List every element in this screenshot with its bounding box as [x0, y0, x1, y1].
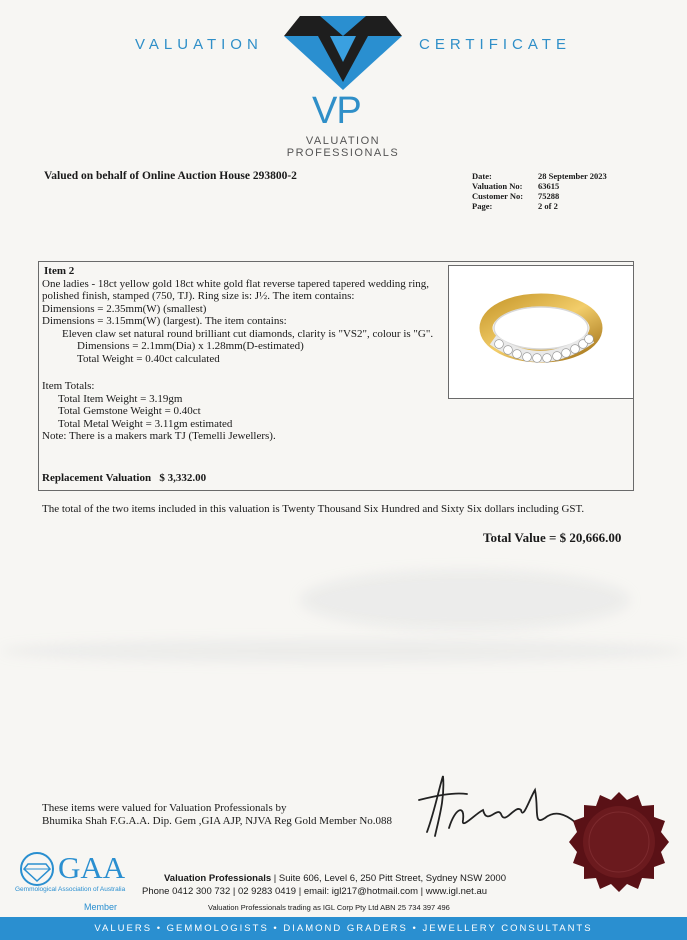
- item-totals-heading: Item Totals:: [42, 380, 95, 392]
- meta-label: Customer No:: [472, 191, 524, 201]
- diamond-logo-icon: [282, 14, 404, 92]
- logo-subtitle-2: PROFESSIONALS: [286, 147, 400, 159]
- makers-mark-note: Note: There is a makers mark TJ (Temelli Jewellers).: [42, 430, 276, 442]
- item-line-2: polished finish, stamped (750, TJ). Ring size is: J½. The item contains:: [42, 290, 355, 302]
- meta-label: Valuation No:: [472, 181, 523, 191]
- meta-row-page: [472, 201, 607, 211]
- logo-letters: VP: [312, 90, 361, 132]
- footer-abn: Valuation Professionals trading as IGL Corp Pty Ltd ABN 25 734 397 496: [208, 903, 450, 912]
- item-line-1: One ladies - 18ct yellow gold 18ct white gold flat reverse tapered tapered wedding ring,: [42, 278, 430, 290]
- gaa-diamond-icon: [18, 852, 56, 886]
- total-metal-weight: Total Metal Weight = 3.11gm estimated: [58, 418, 233, 430]
- replacement-label: Replacement Valuation: [42, 472, 152, 484]
- item-line-4: Dimensions = 3.15mm(W) (largest). The item contains:: [42, 315, 287, 327]
- meta-label: Page:: [472, 201, 493, 211]
- meta-value: 28 September 2023: [538, 171, 607, 181]
- scan-smudge: [300, 570, 630, 630]
- item-heading: Item 2: [44, 265, 75, 277]
- header-left-word: VALUATION: [135, 36, 263, 53]
- total-gemstone-weight: Total Gemstone Weight = 0.40ct: [58, 405, 201, 417]
- footer-company: Valuation Professionals: [164, 873, 272, 884]
- scan-smudge: [0, 640, 687, 662]
- header-right-word: CERTIFICATE: [419, 36, 571, 53]
- meta-block: [472, 171, 607, 211]
- item-line-6: Dimensions = 2.1mm(Dia) x 1.28mm(D-estimated): [77, 340, 304, 352]
- logo-subtitle-1: VALUATION: [305, 135, 381, 147]
- gaa-org: Gemmological Association of Australia: [15, 886, 126, 893]
- gaa-member: Member: [84, 902, 118, 912]
- meta-value: 75288: [538, 191, 560, 201]
- footer-contacts: Phone 0412 300 732 | 02 9283 0419 | email: igl217@hotmail.com | www.igl.net.au: [142, 886, 488, 897]
- signature-icon: [405, 770, 585, 845]
- valued-on-behalf: Valued on behalf of Online Auction House 293800-2: [44, 170, 297, 182]
- meta-row-date: [472, 171, 607, 181]
- gaa-letters: GAA: [58, 850, 126, 885]
- item-line-3: Dimensions = 2.35mm(W) (smallest): [42, 303, 207, 315]
- signoff-line-2: Bhumika Shah F.G.A.A. Dip. Gem ,GIA AJP, NJVA Reg Gold Member No.088: [42, 815, 393, 827]
- meta-row-customer-no: [472, 191, 607, 201]
- footer-address: [164, 873, 506, 884]
- total-item-weight: Total Item Weight = 3.19gm: [58, 393, 183, 405]
- replacement-valuation: [42, 472, 206, 484]
- total-sentence: The total of the two items included in this valuation is Twenty Thousand Six Hundred and Sixty Six dollars including GST.: [42, 503, 585, 515]
- total-value: Total Value = $ 20,666.00: [483, 530, 622, 545]
- signoff-line-1: These items were valued for Valuation Professionals by: [42, 802, 287, 814]
- item-line-5: Eleven claw set natural round brilliant cut diamonds, clarity is "VS2", colour is "G".: [62, 328, 434, 340]
- item-line-7: Total Weight = 0.40ct calculated: [77, 353, 220, 365]
- meta-value: 63615: [538, 181, 560, 191]
- footer-address-text: | Suite 606, Level 6, 250 Pitt Street, Sydney NSW 2000: [271, 873, 506, 884]
- footer-services-bar: VALUERS • GEMMOLOGISTS • DIAMOND GRADERS • JEWELLERY CONSULTANTS: [0, 917, 687, 940]
- meta-value: 2 of 2: [538, 201, 558, 211]
- wax-seal-icon: [567, 790, 671, 894]
- ring-photo: [448, 265, 634, 399]
- meta-row-valuation-no: [472, 181, 607, 191]
- meta-label: Date:: [472, 171, 492, 181]
- ring-image-icon: [449, 266, 633, 398]
- replacement-value: $ 3,332.00: [159, 472, 207, 484]
